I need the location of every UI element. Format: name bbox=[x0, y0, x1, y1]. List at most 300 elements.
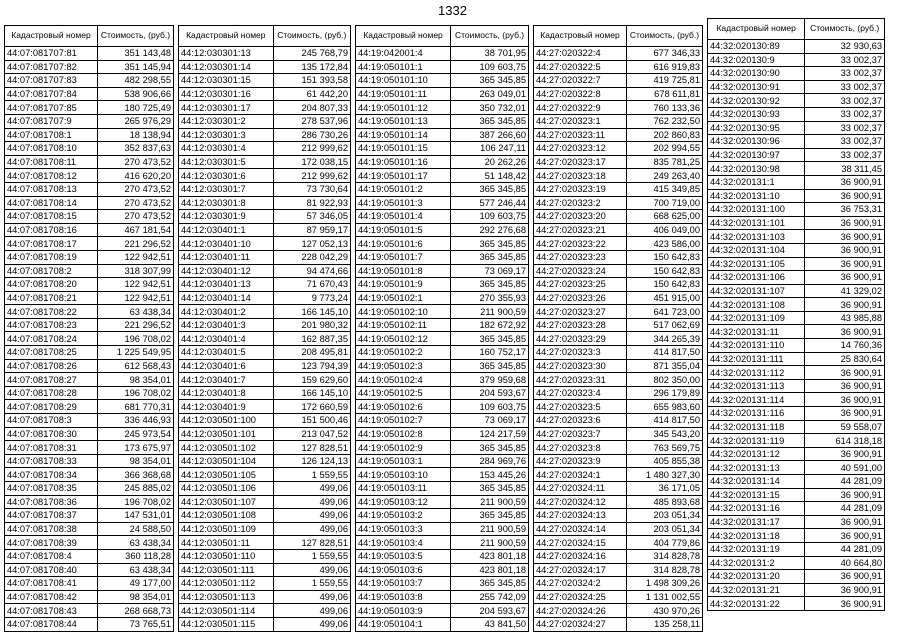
table-row bbox=[534, 182, 703, 196]
table-row bbox=[708, 556, 885, 570]
cost-cell: 336 446,93 bbox=[97, 414, 173, 428]
cost-cell: 38 311,45 bbox=[805, 162, 885, 176]
table-row bbox=[179, 386, 351, 400]
cadastral-number-cell: 44:12:030401:10 bbox=[179, 237, 274, 251]
cost-cell: 577 246,44 bbox=[451, 196, 529, 210]
cadastral-number-cell: 44:27:020322:5 bbox=[534, 60, 627, 74]
table-row bbox=[5, 142, 174, 156]
table-row bbox=[5, 114, 174, 128]
table-row bbox=[179, 210, 351, 224]
cost-cell: 59 558,07 bbox=[805, 420, 885, 434]
table-row bbox=[179, 142, 351, 156]
cost-cell: 98 354,01 bbox=[97, 373, 173, 387]
cost-cell: 365 345,85 bbox=[451, 332, 529, 346]
cadastral-number-cell: 44:07:081708:43 bbox=[5, 604, 98, 618]
cadastral-number-cell: 44:27:020322:7 bbox=[534, 74, 627, 88]
table-row bbox=[179, 454, 351, 468]
cost-cell: 109 603,75 bbox=[451, 60, 529, 74]
cost-cell: 36 900,91 bbox=[805, 597, 885, 611]
cost-cell: 499,06 bbox=[273, 522, 350, 536]
cost-cell: 763 569,75 bbox=[626, 441, 702, 455]
table-row bbox=[534, 482, 703, 496]
cost-cell: 365 345,85 bbox=[451, 482, 529, 496]
table-row bbox=[708, 162, 885, 176]
cadastral-number-cell: 44:07:081708:42 bbox=[5, 590, 98, 604]
table-row bbox=[179, 128, 351, 142]
cadastral-number-cell: 44:27:020323:20 bbox=[534, 210, 627, 224]
cadastral-number-cell: 44:12:030401:11 bbox=[179, 250, 274, 264]
cost-cell: 221 296,52 bbox=[97, 237, 173, 251]
cadastral-number-cell: 44:12:030301:7 bbox=[179, 182, 274, 196]
cadastral-number-header: Кадастровый номер bbox=[534, 26, 627, 47]
cadastral-number-cell: 44:32:020131:17 bbox=[708, 515, 805, 529]
cost-cell: 1 559,55 bbox=[273, 549, 350, 563]
cadastral-number-cell: 44:19:050101:13 bbox=[356, 114, 451, 128]
cadastral-number-cell: 44:32:020131:21 bbox=[708, 583, 805, 597]
cost-cell: 614 318,18 bbox=[805, 434, 885, 448]
cadastral-number-cell: 44:12:030301:9 bbox=[179, 210, 274, 224]
table-row bbox=[179, 264, 351, 278]
cadastral-number-cell: 44:12:030401:3 bbox=[179, 318, 274, 332]
table-row bbox=[356, 414, 529, 428]
cadastral-number-cell: 44:19:050101:11 bbox=[356, 87, 451, 101]
cadastral-number-cell: 44:27:020323:25 bbox=[534, 278, 627, 292]
cost-cell: 36 900,91 bbox=[805, 230, 885, 244]
cadastral-number-cell: 44:12:030401:14 bbox=[179, 291, 274, 305]
table-row bbox=[5, 169, 174, 183]
cadastral-number-cell: 44:12:030501:111 bbox=[179, 563, 274, 577]
table-row bbox=[708, 420, 885, 434]
cadastral-number-cell: 44:27:020323:21 bbox=[534, 223, 627, 237]
cost-cell: 203 051,34 bbox=[626, 509, 702, 523]
cadastral-number-cell: 44:19:050101:5 bbox=[356, 223, 451, 237]
table-row bbox=[356, 359, 529, 373]
cadastral-number-cell: 44:32:020131:106 bbox=[708, 271, 805, 285]
cadastral-number-cell: 44:19:050102:9 bbox=[356, 441, 451, 455]
cost-cell: 871 355,04 bbox=[626, 359, 702, 373]
cadastral-number-cell: 44:07:081708:4 bbox=[5, 549, 98, 563]
cost-cell: 345 543,20 bbox=[626, 427, 702, 441]
table-header-row bbox=[5, 26, 174, 47]
cadastral-number-cell: 44:12:030301:5 bbox=[179, 155, 274, 169]
table-row bbox=[708, 80, 885, 94]
cost-cell: 33 002,37 bbox=[805, 53, 885, 67]
table-row bbox=[5, 604, 174, 618]
table-row bbox=[179, 237, 351, 251]
table-row bbox=[5, 563, 174, 577]
cost-cell: 36 900,91 bbox=[805, 393, 885, 407]
cadastral-number-cell: 44:12:030401:6 bbox=[179, 359, 274, 373]
table-header-row bbox=[534, 26, 703, 47]
table-row bbox=[179, 74, 351, 88]
table-row bbox=[534, 617, 703, 631]
cadastral-number-cell: 44:07:081708:15 bbox=[5, 210, 98, 224]
cadastral-number-cell: 44:32:020131:119 bbox=[708, 434, 805, 448]
cost-cell: 204 593,67 bbox=[451, 386, 529, 400]
cadastral-number-cell: 44:32:020131:110 bbox=[708, 339, 805, 353]
cadastral-number-cell: 44:27:020324:2 bbox=[534, 577, 627, 591]
table-row bbox=[179, 278, 351, 292]
cadastral-table-3 bbox=[355, 25, 529, 632]
table-row bbox=[708, 284, 885, 298]
cadastral-number-cell: 44:27:020323:18 bbox=[534, 169, 627, 183]
cadastral-number-cell: 44:27:020323:23 bbox=[534, 250, 627, 264]
cost-cell: 36 171,05 bbox=[626, 482, 702, 496]
table-row bbox=[5, 549, 174, 563]
table-row bbox=[5, 482, 174, 496]
cadastral-number-cell: 44:07:081708:22 bbox=[5, 305, 98, 319]
cost-cell: 208 495,81 bbox=[273, 346, 350, 360]
cadastral-number-cell: 44:27:020323:19 bbox=[534, 182, 627, 196]
cost-cell: 196 708,02 bbox=[97, 386, 173, 400]
table-row bbox=[5, 305, 174, 319]
cadastral-number-cell: 44:32:020131:104 bbox=[708, 243, 805, 257]
cost-cell: 122 942,51 bbox=[97, 250, 173, 264]
table-row bbox=[5, 87, 174, 101]
cadastral-number-cell: 44:27:020322:4 bbox=[534, 47, 627, 61]
cadastral-number-cell: 44:27:020323:17 bbox=[534, 155, 627, 169]
cost-cell: 127 828,51 bbox=[273, 441, 350, 455]
table-row bbox=[534, 577, 703, 591]
table-row bbox=[179, 400, 351, 414]
table-row bbox=[356, 373, 529, 387]
table-row bbox=[356, 563, 529, 577]
cost-cell: 211 900,59 bbox=[451, 522, 529, 536]
table-row bbox=[708, 352, 885, 366]
cadastral-number-cell: 44:32:020130:91 bbox=[708, 80, 805, 94]
cadastral-number-cell: 44:27:020323:12 bbox=[534, 142, 627, 156]
cadastral-number-cell: 44:27:020323:9 bbox=[534, 454, 627, 468]
cost-cell: 94 474,66 bbox=[273, 264, 350, 278]
table-row bbox=[356, 400, 529, 414]
table-row bbox=[179, 549, 351, 563]
table-row bbox=[708, 366, 885, 380]
table-row bbox=[708, 407, 885, 421]
cadastral-number-cell: 44:07:081708:27 bbox=[5, 373, 98, 387]
table-row bbox=[708, 94, 885, 108]
cadastral-number-cell: 44:12:030301:6 bbox=[179, 169, 274, 183]
cadastral-number-cell: 44:19:050103:8 bbox=[356, 590, 451, 604]
cost-cell: 499,06 bbox=[273, 495, 350, 509]
table-row bbox=[356, 196, 529, 210]
table-row bbox=[708, 189, 885, 203]
table-row bbox=[356, 536, 529, 550]
cost-cell: 270 473,52 bbox=[97, 210, 173, 224]
cost-cell: 415 349,85 bbox=[626, 182, 702, 196]
cost-cell: 73 069,17 bbox=[451, 264, 529, 278]
cadastral-number-cell: 44:12:030501:104 bbox=[179, 454, 274, 468]
table-row bbox=[5, 495, 174, 509]
cost-cell: 677 346,33 bbox=[626, 47, 702, 61]
cadastral-number-cell: 44:19:050104:1 bbox=[356, 617, 451, 631]
cost-cell: 414 817,50 bbox=[626, 414, 702, 428]
table-row bbox=[179, 155, 351, 169]
cadastral-number-cell: 44:27:020323:4 bbox=[534, 386, 627, 400]
cadastral-number-cell: 44:07:081708:29 bbox=[5, 400, 98, 414]
cadastral-number-cell: 44:27:020324:27 bbox=[534, 617, 627, 631]
cost-cell: 366 368,68 bbox=[97, 468, 173, 482]
table-row bbox=[708, 597, 885, 611]
table-row bbox=[534, 604, 703, 618]
cadastral-number-cell: 44:27:020323:5 bbox=[534, 400, 627, 414]
cost-cell: 33 002,37 bbox=[805, 121, 885, 135]
table-row bbox=[534, 454, 703, 468]
cadastral-number-cell: 44:32:020130:96 bbox=[708, 135, 805, 149]
cadastral-number-cell: 44:32:020130:89 bbox=[708, 40, 805, 54]
cadastral-number-cell: 44:32:020131:108 bbox=[708, 298, 805, 312]
cadastral-number-cell: 44:32:020131:113 bbox=[708, 379, 805, 393]
cadastral-number-cell: 44:27:020324:12 bbox=[534, 495, 627, 509]
cost-cell: 352 837,63 bbox=[97, 142, 173, 156]
cost-cell: 1 225 549,95 bbox=[97, 346, 173, 360]
cost-cell: 135 258,11 bbox=[626, 617, 702, 631]
cadastral-number-cell: 44:07:081708:41 bbox=[5, 577, 98, 591]
cost-cell: 9 773,24 bbox=[273, 291, 350, 305]
table-row bbox=[708, 475, 885, 489]
cadastral-number-cell: 44:07:081708:21 bbox=[5, 291, 98, 305]
cadastral-number-cell: 44:32:020131:103 bbox=[708, 230, 805, 244]
table-row bbox=[179, 250, 351, 264]
cost-cell: 36 900,91 bbox=[805, 189, 885, 203]
table-row bbox=[179, 359, 351, 373]
cost-cell: 416 620,20 bbox=[97, 169, 173, 183]
cost-cell: 245 885,02 bbox=[97, 482, 173, 496]
cadastral-number-cell: 44:19:050102:8 bbox=[356, 427, 451, 441]
cadastral-number-cell: 44:19:050102:1 bbox=[356, 291, 451, 305]
table-row bbox=[179, 482, 351, 496]
table-row bbox=[179, 346, 351, 360]
cost-cell: 63 438,34 bbox=[97, 536, 173, 550]
cost-cell: 204 593,67 bbox=[451, 604, 529, 618]
cadastral-number-cell: 44:19:050101:10 bbox=[356, 74, 451, 88]
cadastral-number-cell: 44:32:020131:116 bbox=[708, 407, 805, 421]
cost-cell: 98 354,01 bbox=[97, 454, 173, 468]
table-row bbox=[5, 400, 174, 414]
cadastral-number-cell: 44:32:020130:92 bbox=[708, 94, 805, 108]
cadastral-number-cell: 44:32:020131:15 bbox=[708, 488, 805, 502]
table-row bbox=[356, 278, 529, 292]
cost-cell: 40 664,80 bbox=[805, 556, 885, 570]
table-row bbox=[179, 47, 351, 61]
cadastral-number-cell: 44:12:030501:107 bbox=[179, 495, 274, 509]
table-row bbox=[179, 509, 351, 523]
cadastral-number-cell: 44:19:050101:6 bbox=[356, 237, 451, 251]
cost-cell: 127 052,13 bbox=[273, 237, 350, 251]
cost-header: Стоимость, (руб.) bbox=[97, 26, 173, 47]
cost-cell: 423 801,18 bbox=[451, 549, 529, 563]
cadastral-number-cell: 44:19:050103:12 bbox=[356, 495, 451, 509]
table-row bbox=[356, 482, 529, 496]
table-row bbox=[708, 461, 885, 475]
table-row bbox=[356, 114, 529, 128]
cadastral-number-cell: 44:07:081708:40 bbox=[5, 563, 98, 577]
cadastral-number-cell: 44:19:050101:7 bbox=[356, 250, 451, 264]
table-row bbox=[356, 60, 529, 74]
cost-cell: 379 959,68 bbox=[451, 373, 529, 387]
table-row bbox=[708, 488, 885, 502]
table-row bbox=[534, 291, 703, 305]
cadastral-number-cell: 44:12:030501:108 bbox=[179, 509, 274, 523]
cadastral-number-cell: 44:32:020131:13 bbox=[708, 461, 805, 475]
table-row bbox=[708, 339, 885, 353]
cadastral-number-cell: 44:32:020130:90 bbox=[708, 67, 805, 81]
cadastral-number-cell: 44:32:020130:97 bbox=[708, 148, 805, 162]
cadastral-number-cell: 44:12:030401:2 bbox=[179, 305, 274, 319]
cadastral-number-cell: 44:19:050101:4 bbox=[356, 210, 451, 224]
table-row bbox=[534, 155, 703, 169]
table-row bbox=[5, 210, 174, 224]
table-row bbox=[534, 264, 703, 278]
table-row bbox=[5, 60, 174, 74]
cadastral-number-cell: 44:19:050103:11 bbox=[356, 482, 451, 496]
table-row bbox=[356, 332, 529, 346]
cost-cell: 668 625,00 bbox=[626, 210, 702, 224]
cost-cell: 33 002,37 bbox=[805, 67, 885, 81]
cadastral-number-cell: 44:12:030501:100 bbox=[179, 414, 274, 428]
cadastral-number-cell: 44:12:030501:115 bbox=[179, 617, 274, 631]
cost-cell: 25 830,64 bbox=[805, 352, 885, 366]
cost-cell: 18 138,94 bbox=[97, 128, 173, 142]
cost-cell: 44 281,09 bbox=[805, 475, 885, 489]
cost-cell: 202 994,55 bbox=[626, 142, 702, 156]
cadastral-number-cell: 44:19:050101:16 bbox=[356, 155, 451, 169]
cost-cell: 405 855,38 bbox=[626, 454, 702, 468]
table-row bbox=[356, 155, 529, 169]
cost-cell: 71 670,43 bbox=[273, 278, 350, 292]
cost-cell: 162 887,35 bbox=[273, 332, 350, 346]
table-row bbox=[356, 223, 529, 237]
cadastral-number-cell: 44:07:081708:31 bbox=[5, 441, 98, 455]
cadastral-number-cell: 44:27:020324:25 bbox=[534, 590, 627, 604]
cost-cell: 33 002,37 bbox=[805, 107, 885, 121]
cadastral-number-cell: 44:27:020323:2 bbox=[534, 196, 627, 210]
table-row bbox=[356, 87, 529, 101]
table-row bbox=[356, 386, 529, 400]
cadastral-number-cell: 44:32:020131:18 bbox=[708, 529, 805, 543]
cost-cell: 318 307,99 bbox=[97, 264, 173, 278]
cost-cell: 835 781,25 bbox=[626, 155, 702, 169]
table-row bbox=[5, 264, 174, 278]
cadastral-number-cell: 44:27:020324:1 bbox=[534, 468, 627, 482]
cost-cell: 51 148,42 bbox=[451, 169, 529, 183]
table-row bbox=[179, 522, 351, 536]
cost-cell: 211 900,59 bbox=[451, 305, 529, 319]
cadastral-number-cell: 44:07:081708:12 bbox=[5, 169, 98, 183]
cadastral-number-cell: 44:07:081708:34 bbox=[5, 468, 98, 482]
cost-cell: 38 701,95 bbox=[451, 47, 529, 61]
table-row bbox=[708, 216, 885, 230]
cadastral-number-cell: 44:27:020323:31 bbox=[534, 373, 627, 387]
cost-cell: 221 296,52 bbox=[97, 318, 173, 332]
cost-cell: 351 143,48 bbox=[97, 47, 173, 61]
cadastral-number-cell: 44:12:030301:3 bbox=[179, 128, 274, 142]
table-row bbox=[356, 522, 529, 536]
cadastral-number-cell: 44:07:081707:85 bbox=[5, 101, 98, 115]
table-row bbox=[179, 590, 351, 604]
cadastral-number-cell: 44:32:020131:10 bbox=[708, 189, 805, 203]
cadastral-number-cell: 44:12:030501:106 bbox=[179, 482, 274, 496]
table-row bbox=[179, 114, 351, 128]
table-row bbox=[356, 142, 529, 156]
table-row bbox=[534, 223, 703, 237]
cost-cell: 365 345,85 bbox=[451, 278, 529, 292]
table-row bbox=[179, 536, 351, 550]
cost-cell: 270 473,52 bbox=[97, 182, 173, 196]
cost-cell: 430 970,26 bbox=[626, 604, 702, 618]
cadastral-number-cell: 44:19:050103:1 bbox=[356, 454, 451, 468]
cost-cell: 36 900,91 bbox=[805, 216, 885, 230]
cost-cell: 87 959,17 bbox=[273, 223, 350, 237]
table-row bbox=[534, 250, 703, 264]
table-row bbox=[708, 107, 885, 121]
cadastral-number-header: Кадастровый номер bbox=[5, 26, 98, 47]
cadastral-number-cell: 44:32:020131:118 bbox=[708, 420, 805, 434]
cadastral-number-cell: 44:12:030501:109 bbox=[179, 522, 274, 536]
table-row bbox=[534, 468, 703, 482]
cost-cell: 122 942,51 bbox=[97, 278, 173, 292]
cost-cell: 365 345,85 bbox=[451, 509, 529, 523]
cost-cell: 150 642,83 bbox=[626, 278, 702, 292]
cost-cell: 201 980,32 bbox=[273, 318, 350, 332]
table-row bbox=[179, 604, 351, 618]
table-row bbox=[5, 509, 174, 523]
table-row bbox=[708, 311, 885, 325]
cadastral-number-cell: 44:12:030501:114 bbox=[179, 604, 274, 618]
cost-cell: 616 919,83 bbox=[626, 60, 702, 74]
table-row bbox=[708, 271, 885, 285]
cadastral-number-cell: 44:32:020131:109 bbox=[708, 311, 805, 325]
cadastral-number-cell: 44:27:020323:6 bbox=[534, 414, 627, 428]
cost-cell: 1 131 002,55 bbox=[626, 590, 702, 604]
cost-cell: 211 900,59 bbox=[451, 495, 529, 509]
cost-cell: 1 498 309,26 bbox=[626, 577, 702, 591]
table-row bbox=[356, 441, 529, 455]
table-row bbox=[534, 47, 703, 61]
table-row bbox=[179, 563, 351, 577]
cadastral-number-cell: 44:32:020131:107 bbox=[708, 284, 805, 298]
cadastral-number-cell: 44:27:020323:1 bbox=[534, 114, 627, 128]
cost-cell: 166 145,10 bbox=[273, 386, 350, 400]
cost-cell: 499,06 bbox=[273, 482, 350, 496]
cadastral-number-cell: 44:07:081708:25 bbox=[5, 346, 98, 360]
cost-cell: 365 345,85 bbox=[451, 74, 529, 88]
cost-cell: 517 062,69 bbox=[626, 318, 702, 332]
cadastral-number-cell: 44:19:050102:4 bbox=[356, 373, 451, 387]
table-row bbox=[708, 121, 885, 135]
cadastral-number-cell: 44:07:081708:28 bbox=[5, 386, 98, 400]
cost-cell: 314 828,78 bbox=[626, 549, 702, 563]
cadastral-number-cell: 44:12:030401:13 bbox=[179, 278, 274, 292]
table-row bbox=[356, 549, 529, 563]
cost-cell: 499,06 bbox=[273, 563, 350, 577]
table-row bbox=[708, 515, 885, 529]
table-row bbox=[534, 237, 703, 251]
cost-cell: 49 177,00 bbox=[97, 577, 173, 591]
cadastral-number-cell: 44:07:081708:3 bbox=[5, 414, 98, 428]
cadastral-number-cell: 44:07:081707:82 bbox=[5, 60, 98, 74]
cadastral-number-cell: 44:27:020324:17 bbox=[534, 563, 627, 577]
table-row bbox=[5, 332, 174, 346]
cadastral-number-cell: 44:12:030401:7 bbox=[179, 373, 274, 387]
cost-cell: 365 345,85 bbox=[451, 114, 529, 128]
cadastral-number-cell: 44:27:020323:27 bbox=[534, 305, 627, 319]
cost-cell: 24 588,50 bbox=[97, 522, 173, 536]
table-row bbox=[708, 175, 885, 189]
table-row bbox=[356, 604, 529, 618]
cost-cell: 36 900,91 bbox=[805, 570, 885, 584]
table-row bbox=[179, 427, 351, 441]
table-row bbox=[708, 257, 885, 271]
